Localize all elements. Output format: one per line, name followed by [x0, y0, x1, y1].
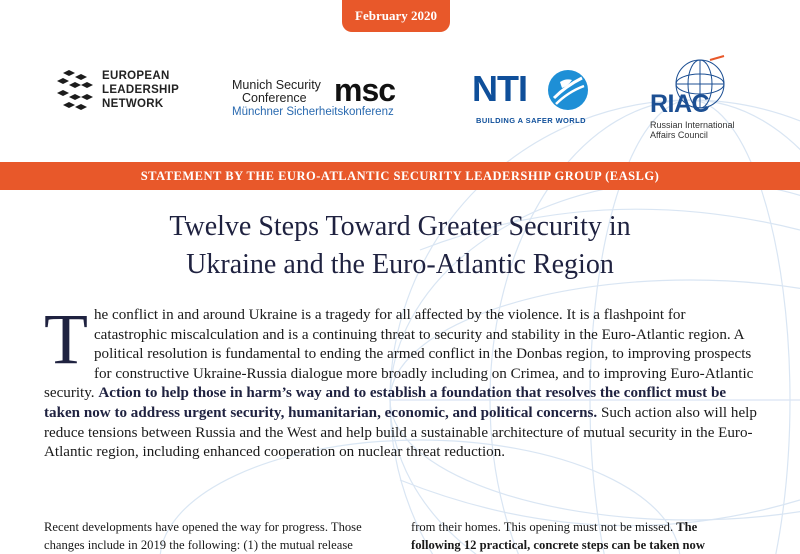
nti-globe-icon: [546, 68, 590, 112]
right-line2-bold: following 12 practical, concrete steps can be taken now: [411, 538, 705, 552]
nti-wordmark: NTI: [472, 68, 527, 109]
left-line1: Recent developments have opened the way for progress. Those: [44, 520, 362, 534]
left-column-text: [44, 518, 394, 554]
title-line1: Twelve Steps Toward Greater Security in: [169, 211, 631, 242]
eln-cube-icon: [56, 68, 94, 112]
title-line2: Ukraine and the Euro-Atlantic Region: [186, 249, 614, 280]
partner-logos: [0, 50, 800, 150]
right-column-text: [411, 518, 761, 554]
eln-line2: LEADERSHIP: [102, 84, 180, 96]
nti-logo: [472, 68, 592, 128]
right-line1-bold: The: [676, 520, 698, 534]
nti-tagline: BUILDING A SAFER WORLD: [476, 116, 586, 125]
intro-text-1: he conflict in and around Ukraine is a tragedy for all affected by the violence. It is a flashpoint for catastrophic miscalculation and is a continuing threat to security and stability in the Euro-Atlantic region. A political resolution is fundamental to ending the armed conflict in the Donbas region, to improving prospects for constructive Ukraine-Russia dialogue more broadly including on Crimea, and to improving Euro-Atlantic security.: [44, 307, 754, 402]
riac-sub2: Affairs Council: [650, 130, 708, 140]
document-title: [40, 208, 760, 284]
msc-line2: Conference: [242, 91, 307, 105]
eln-logo: [56, 68, 179, 112]
intro-paragraph: [44, 299, 758, 463]
statement-banner: [0, 162, 800, 190]
left-line2: changes include in 2019 the following: (1) the mutual release: [44, 538, 353, 552]
riac-sub1: Russian International: [650, 120, 735, 130]
msc-line3: Münchner Sicherheitskonferenz: [232, 106, 394, 118]
date-label: February 2020: [355, 8, 437, 23]
eln-line3: NETWORK: [102, 98, 164, 110]
riac-wordmark: RIAC: [650, 90, 710, 118]
date-tab: [342, 0, 450, 32]
msc-logo: [232, 74, 422, 118]
right-line1: from their homes. This opening must not be missed.: [411, 520, 677, 534]
riac-logo: [646, 54, 766, 146]
drop-cap: T: [44, 299, 88, 379]
eln-line1: EUROPEAN: [102, 70, 170, 82]
msc-wordmark: msc: [334, 72, 396, 108]
intro-text-2: Such action also will help reduce tensions between Russia and the West and help build a sustainable architecture of mutual security in the Euro-Atlantic region, including enhanced cooperation on nuclear threat reduction.: [44, 404, 757, 461]
msc-line1: Munich Security: [232, 78, 321, 92]
banner-text: STATEMENT BY THE EURO-ATLANTIC SECURITY LEADERSHIP GROUP (EASLG): [140, 168, 660, 183]
intro-bold-text: Action to help those in harm’s way and to establish a foundation that resolves the conflict must be taken now to address urgent security, humanitarian, economic, and political concerns.: [44, 385, 727, 421]
